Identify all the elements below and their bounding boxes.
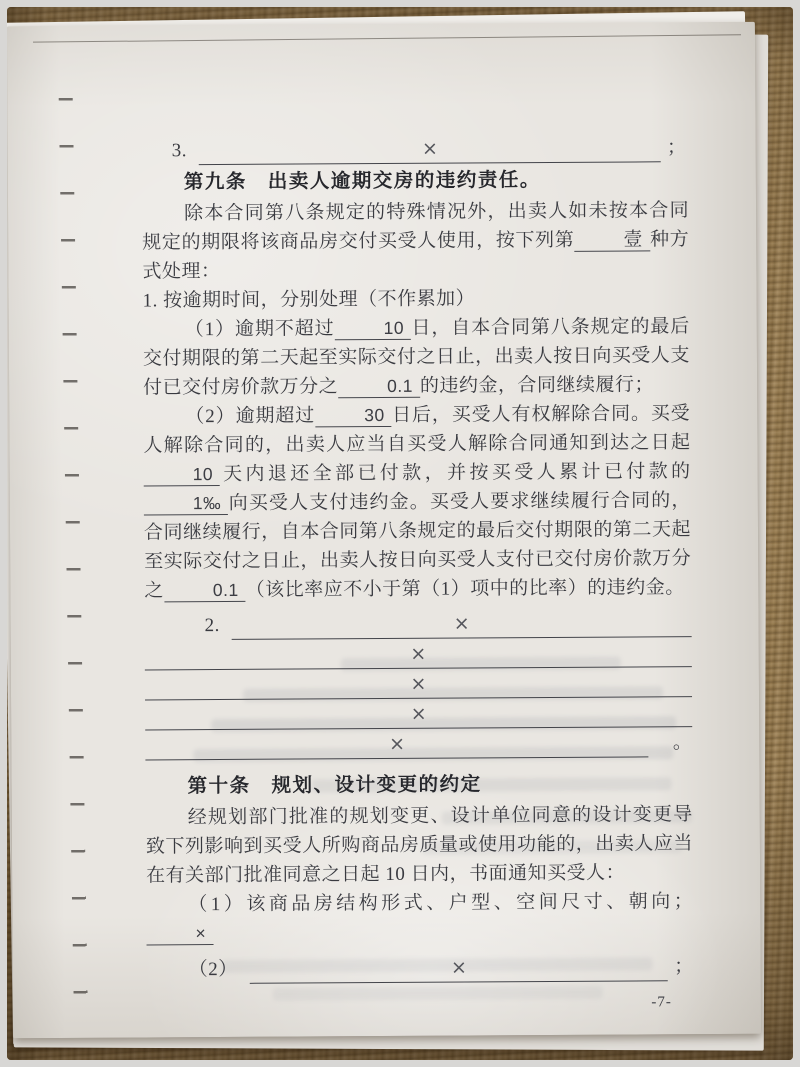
article9-intro <box>142 196 690 286</box>
option2-blank-line-last <box>145 727 692 760</box>
option1-sub1 <box>143 312 691 402</box>
continue-penalty-rate-blank: 0.1 <box>164 580 246 602</box>
option2-row <box>204 606 691 640</box>
ruled-line <box>145 668 692 700</box>
overdue-days-blank: 30 <box>315 405 392 427</box>
option2-number: 2. <box>204 615 220 637</box>
crossed-out-mark: × <box>410 642 427 665</box>
crossed-out-mark: × <box>389 732 406 755</box>
article10-item2-row <box>189 950 694 984</box>
contract-page <box>7 22 761 1039</box>
clause-3-punctuation: ； <box>666 137 687 159</box>
crossed-out-mark: × <box>453 612 470 635</box>
crossed-out-mark: × <box>421 137 438 160</box>
item1-text: （1）该商品房结构形式、户型、空间尺寸、朝向； <box>188 891 694 916</box>
item2-number: （2） <box>188 958 238 981</box>
article9-heading: 第九条 出卖人逾期交房的违约责任。 <box>183 170 541 194</box>
page-top-line <box>33 34 741 42</box>
binding-marks <box>58 54 88 1030</box>
penalty-rate-blank: 0.1 <box>338 376 420 398</box>
article10-item1 <box>146 887 693 948</box>
option2-blank-line <box>145 637 692 670</box>
page-number: -7- <box>651 994 672 1011</box>
ruled-line <box>145 728 649 760</box>
clause-3-number: 3. <box>171 140 187 162</box>
option2-blank-line <box>232 608 692 640</box>
paid-penalty-rate-blank: 1‰ <box>144 493 228 516</box>
contract-text <box>142 132 694 1020</box>
sub1-text-2: 日，自本合同第八条规定的最后交付期限的第二天起至实际交付之日止，出卖人按日向买受人支付已交付房价款万分之 <box>142 316 691 399</box>
sub1-text-1: （1）逾期不超过 <box>184 318 335 341</box>
sub2-text-5: （该比率应不小于第（1）项中的比率）的违约金。 <box>245 577 685 601</box>
crossed-out-mark: × <box>410 702 427 725</box>
intro-text-1: 除本合同第八条规定的特殊情况外，出卖人如未按本合同规定的期限将该商品房交付买受人使用，按下列第 <box>142 200 690 254</box>
photo-frame <box>7 7 793 1060</box>
clause-3-row <box>172 132 689 165</box>
option2-blank-line <box>145 667 692 700</box>
article10-intro: 经规划部门批准的规划变更、设计单位同意的设计变更导致下列影响到买受人所购商品房质量或使用功能的，出卖人应当在有关部门批准同意之日起 10 日内，书面通知买受人： <box>145 804 693 887</box>
crossed-out-mark: × <box>450 956 467 979</box>
ruled-line <box>145 638 692 670</box>
method-choice-blank: 壹 <box>574 229 650 251</box>
ruled-line <box>145 698 692 730</box>
option2-terminal-punctuation: 。 <box>672 732 693 754</box>
article10-heading: 第十条 规划、设计变更的约定 <box>187 774 482 798</box>
intro-text-2: 种方式处理： <box>142 229 690 283</box>
sub2-text-3: 天内退还全部已付款，并按买受人累计已付款的 <box>220 461 691 485</box>
sub2-text-2: 日后，买受人有权解除合同。买受人解除合同的，出卖人应当自买受人解除合同通知到达之日起 <box>143 403 691 457</box>
item2-punctuation: ； <box>674 956 694 978</box>
item1-cross-blank: × <box>146 923 213 945</box>
days-limit-blank: 10 <box>334 318 411 340</box>
option2-blank-line <box>145 697 692 730</box>
clause-3-blank-line <box>199 133 661 165</box>
refund-days-blank: 10 <box>144 464 221 486</box>
sub2-text-4: 向买受人支付违约金。买受人要求继续履行合同的，合同继续履行，自本合同第八条规定的最后交付期限的第二天起至实际交付之日止，出卖人按日向买受人支付已交付房价款万分之 <box>143 490 692 602</box>
item2-blank-line <box>250 952 669 984</box>
sub1-text-3: 的违约金，合同继续履行； <box>419 374 655 397</box>
option1-sub2 <box>143 399 691 605</box>
sub2-text-1: （2）逾期超过 <box>185 405 316 428</box>
crossed-out-mark: × <box>410 672 427 695</box>
option1-label: 1. 按逾期时间，分别处理（不作累加） <box>142 288 476 312</box>
